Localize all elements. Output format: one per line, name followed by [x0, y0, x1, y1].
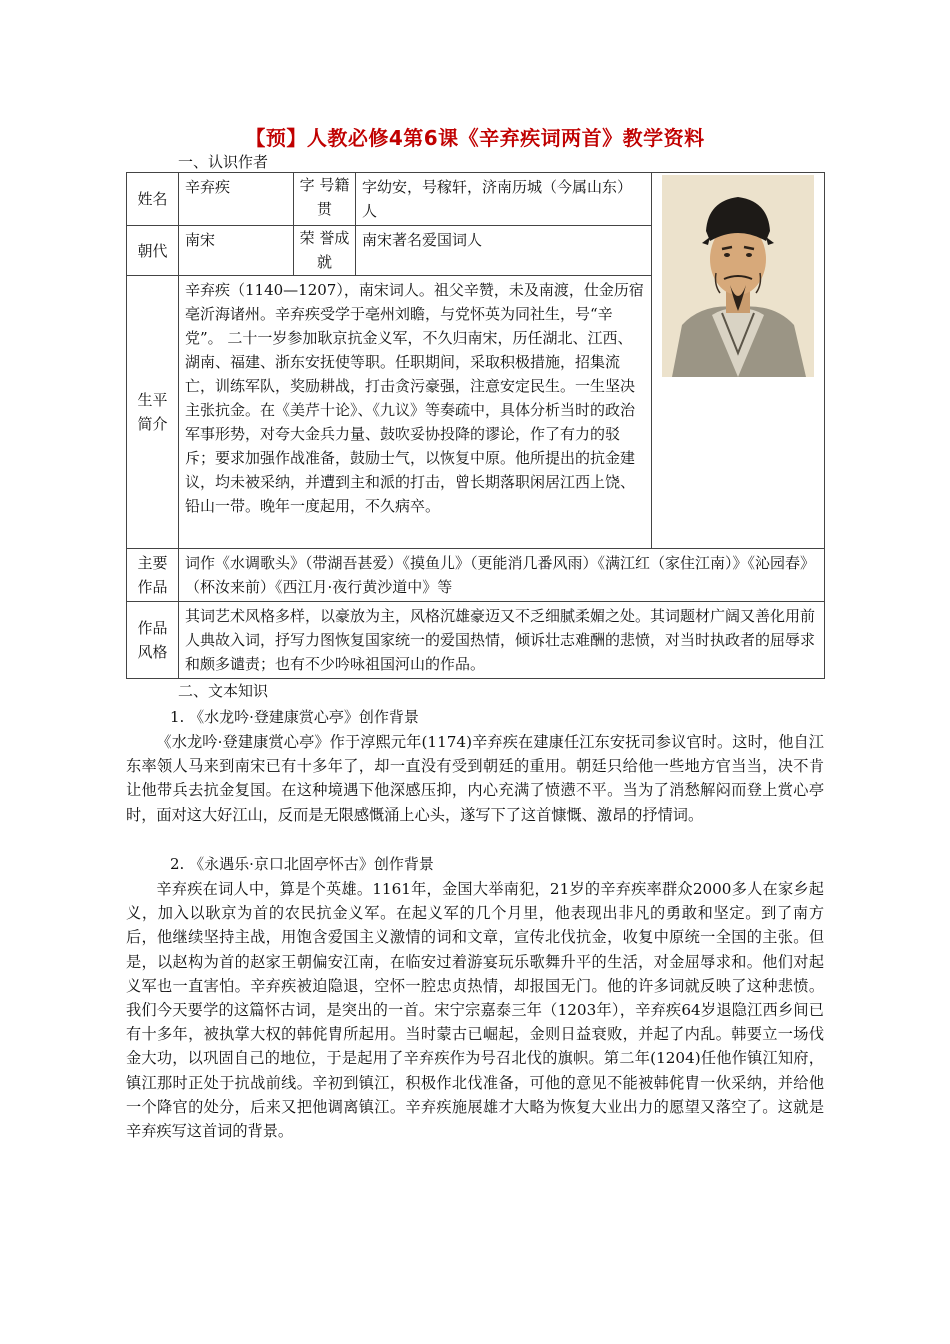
author-profile-table: [126, 172, 825, 679]
style-label: 作品风格: [127, 602, 179, 679]
background-paragraph-2: 辛弃疾在词人中，算是个英雄。1161年，金国大举南犯，21岁的辛弃疾率群众2000多人在家乡起义，加入以耿京为首的农民抗金义军。在起义军的几个月里，他表现出非凡的勇敢和坚定。到了南方后，他继续坚持主战，用饱含爱国主义激情的词和文章，宣传北伐抗金，收复中原统一全国的主张。但是，以赵构为首的赵家王朝偏安江南，在临安过着游宴玩乐歌舞升平的生活，对金屈辱求和。他们对起义军也一直害怕。辛弃疾被迫隐退，空怀一腔忠贞热情，却报国无门。他的许多词就反映了这种悲愤。我们今天要学的这篇怀古词，是突出的一首。宋宁宗嘉泰三年（1203年），辛弃疾64岁退隐江西乡间已有十多年，被执掌大权的韩侂胄所起用。当时蒙古已崛起，金则日益衰败，并起了内乱。韩要立一场伐金大功，以巩固自己的地位，于是起用了辛弃疾作为号召北伐的旗帜。第二年(1204)任他作镇江知府，镇江那时正处于抗战前线。辛初到镇江，积极作北伐准备，可他的意见不能被韩侂胄一伙采纳，并给他一个降官的处分，后来又把他调离镇江。辛弃疾施展雄才大略为恢复大业出力的愿望又落空了。这就是辛弃疾写这首词的背景。: [126, 880, 824, 1141]
bio-value: 辛弃疾（1140—1207），南宋词人。祖父辛赞，未及南渡，仕金历宿亳沂海诸州。辛弃疾受学于亳州刘瞻，与党怀英为同社生，号“辛党”。 二十一岁参加耿京抗金义军，不久归南宋，历任湖北、江西、湖南、福建、浙东安抚使等职。任职期间，采取积极措施，招集流亡，训练军队，奖励耕战，打击贪污豪强，注意安定民生。一生坚决主张抗金。在《美芹十论》、《九议》等奏疏中，具体分析当时的政治军事形势，对夸大金兵力量、鼓吹妥协投降的谬论，作了有力的驳斥；要求加强作战准备，鼓励士气，以恢复中原。他所提出的抗金建议，均未被采纳，并遭到主和派的打击，曾长期落职闲居江西上饶、铅山一带。晚年一度起用，不久病卒。: [179, 276, 652, 549]
author-portrait-image: [662, 175, 814, 377]
works-label: 主要作品: [127, 549, 179, 602]
zi-value: 字幼安，号稼轩，济南历城（今属山东）人: [356, 173, 652, 226]
background-heading-1: 1. 《水龙吟·登建康赏心亭》创作背景: [170, 708, 419, 726]
background-paragraph-1: 《水龙吟·登建康赏心亭》作于淳熙元年(1174)辛弃疾在建康任江东安抚司参议官时。这时，他自江东率领人马来到南宋已有十多年了，却一直没有受到朝廷的重用。朝廷只给他一些地方官当当，决不肯让他带兵去抗金复国。在这种境遇下他深感压抑，内心充满了愤懑不平。当为了消愁解闷而登上赏心亭时，面对这大好江山，反而是无限感慨涌上心头，遂写下了这首慷慨、激昂的抒情词。: [126, 733, 824, 824]
section-heading-author: 一、认识作者: [178, 153, 269, 171]
page-title: 【预】人教必修4第6课《辛弃疾词两首》教学资料: [245, 126, 705, 150]
section-heading-text: 二、文本知识: [178, 682, 269, 700]
name-value: 辛弃疾: [179, 173, 294, 226]
background-heading-2: 2. 《永遇乐·京口北固亭怀古》创作背景: [170, 855, 434, 873]
name-label: 姓名: [127, 173, 179, 226]
dynasty-label: 朝代: [127, 226, 179, 276]
honor-value: 南宋著名爱国词人: [356, 226, 652, 276]
honor-label: 荣 誉成就: [294, 226, 356, 276]
style-value: 其词艺术风格多样，以豪放为主，风格沉雄豪迈又不乏细腻柔媚之处。其词题材广阔又善化用前人典故入词，抒写力图恢复国家统一的爱国热情，倾诉壮志难酬的悲愤，对当时执政者的屈辱求和颇多谴责；也有不少吟咏祖国河山的作品。: [179, 602, 825, 679]
bio-label: 生平简介: [127, 276, 179, 549]
portrait-cell: [652, 173, 825, 549]
zi-label: 字 号籍贯: [294, 173, 356, 226]
works-value: 词作《水调歌头》（带湖吾甚爱）《摸鱼儿》（更能消几番风雨）《满江红（家住江南）》《沁园春》 （杯汝来前）《西江月·夜行黄沙道中》等: [179, 549, 825, 602]
dynasty-value: 南宋: [179, 226, 294, 276]
